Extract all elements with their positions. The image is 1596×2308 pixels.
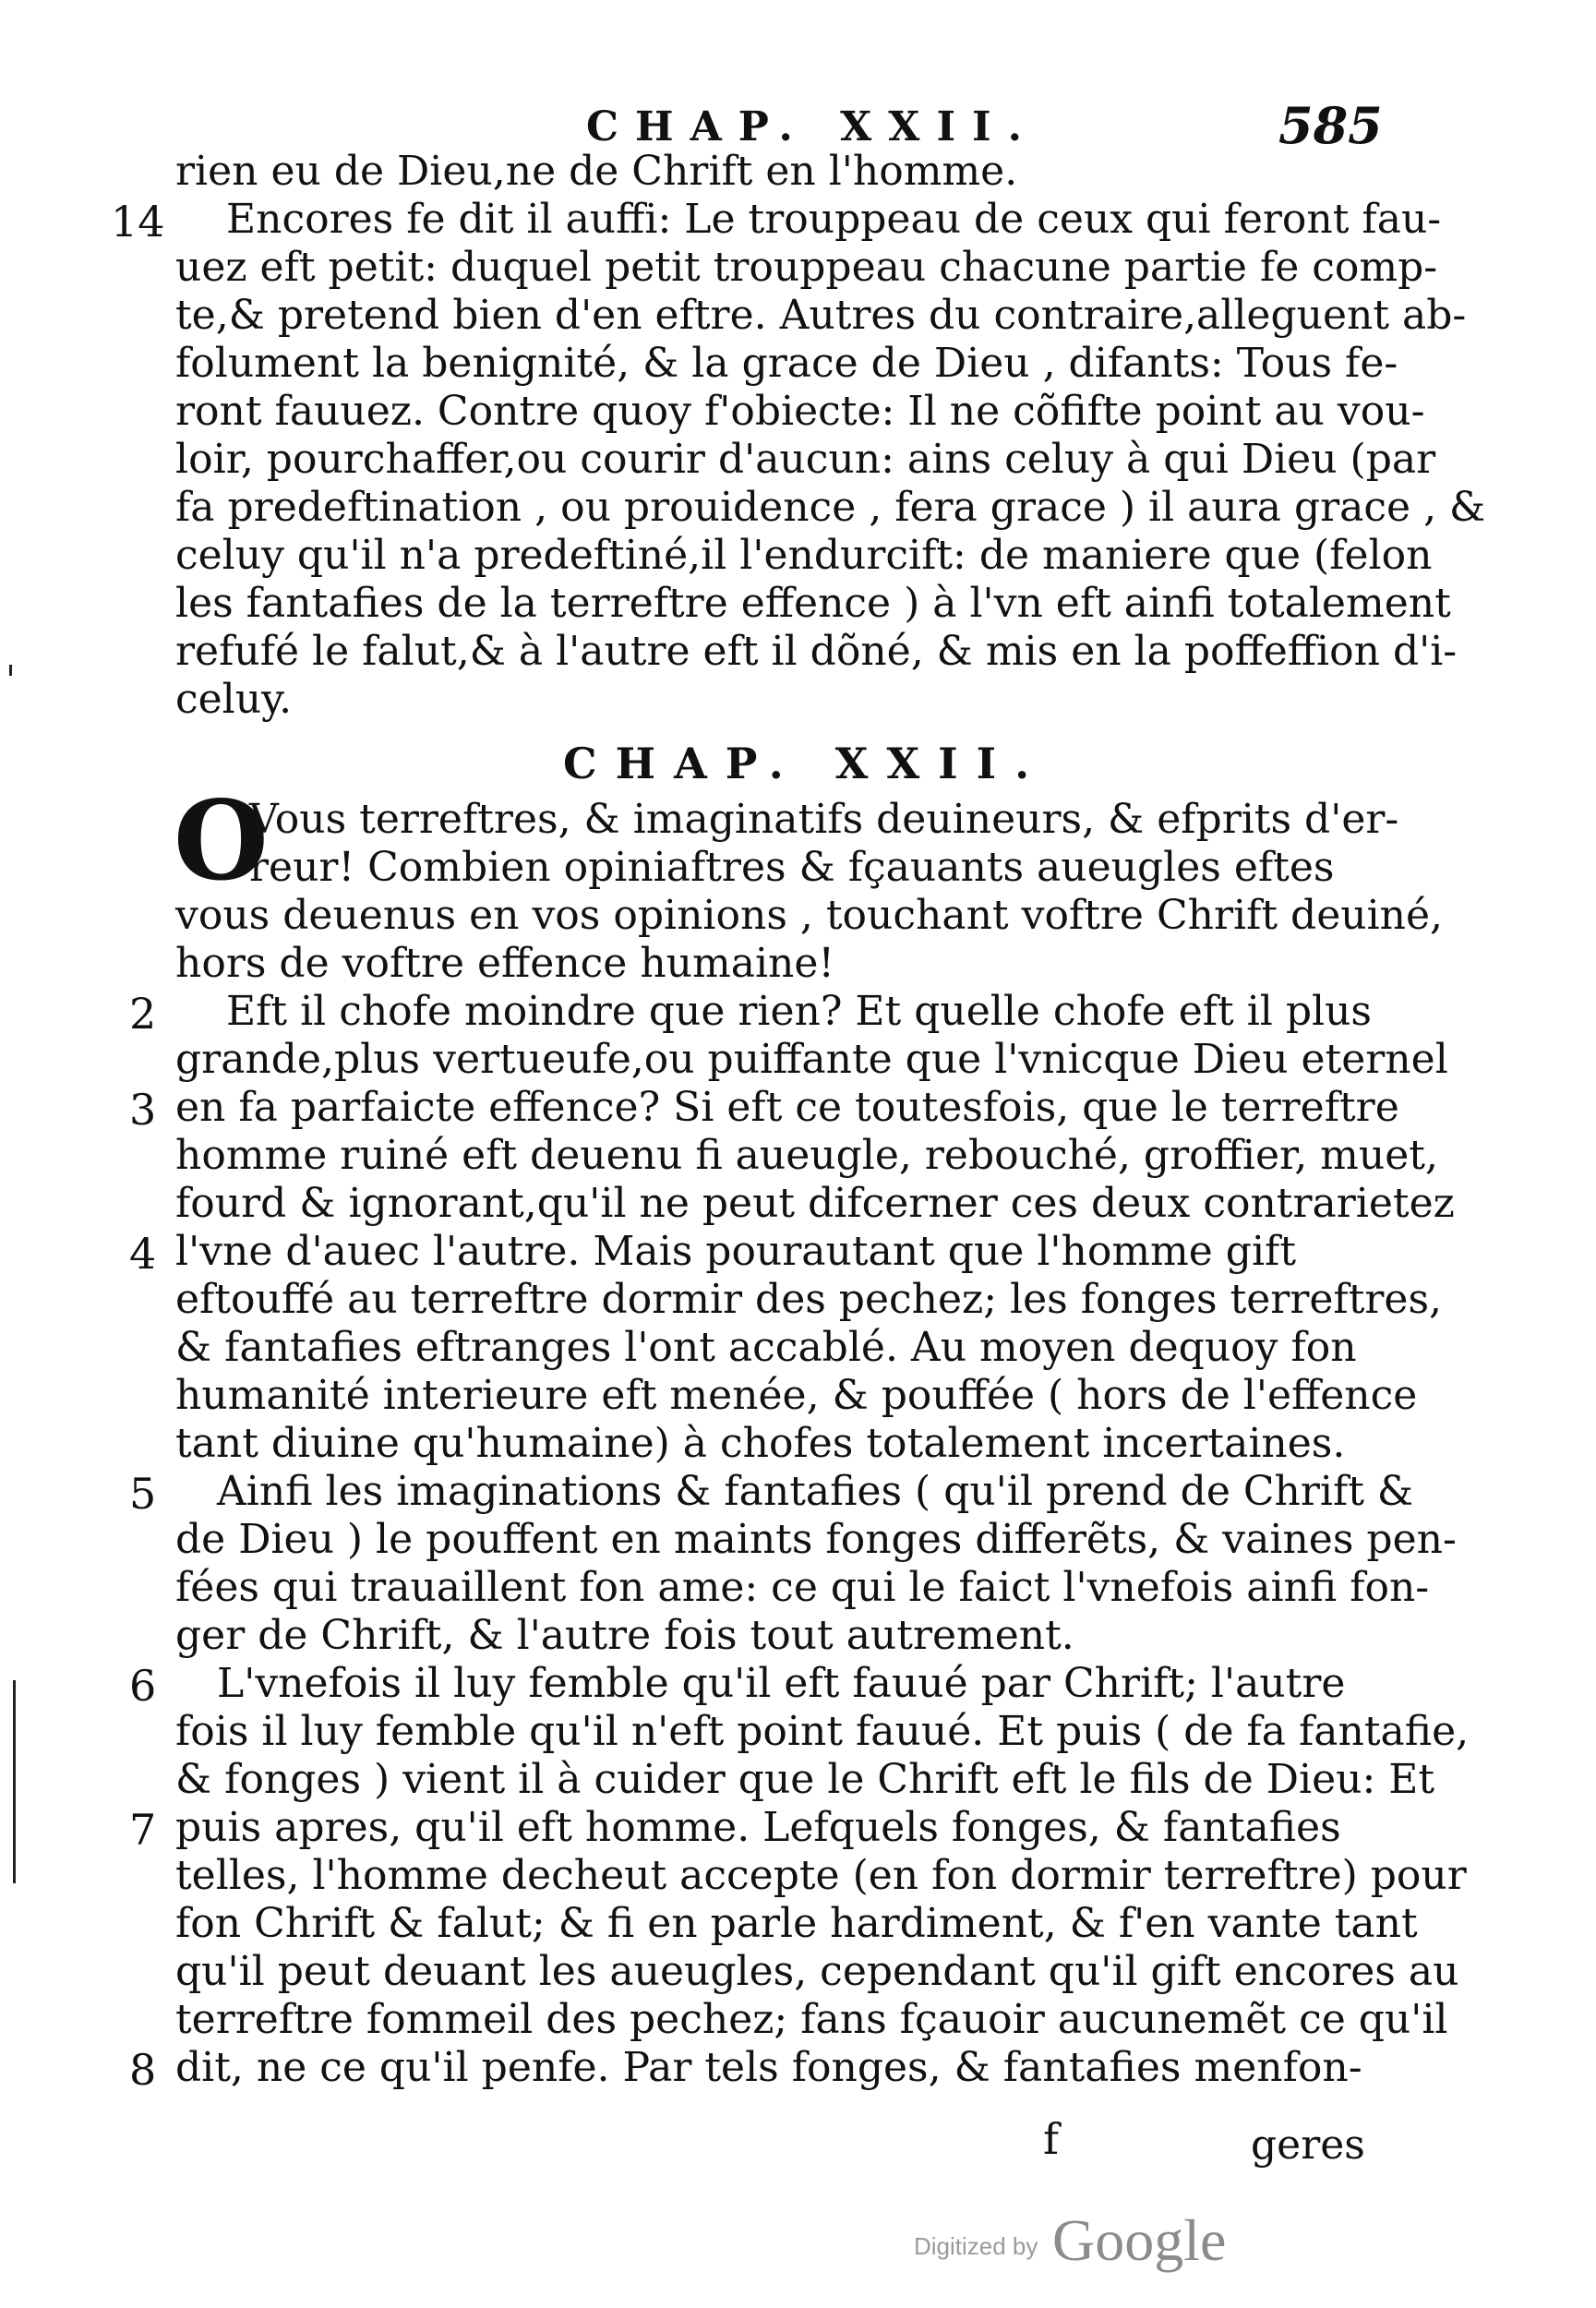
text-line: qu'il peut deuant les aueugles, cependant qu'il gift encores au	[175, 1948, 1459, 1995]
text-line: eftouffé au terreftre dormir des pechez; les fonges terreftres,	[175, 1276, 1443, 1323]
text-line: grande,plus vertueufe,ou puiffante que l'vnicque Dieu eternel	[175, 1036, 1448, 1083]
text-line: & fonges ) vient il à cuider que le Chrift eft le fils de Dieu: Et	[175, 1756, 1435, 1803]
text-line: les fantafies de la terreftre effence ) à l'vn eft ainfi totalement	[175, 580, 1451, 627]
text-line: Vous terreftres, & imaginatifs deuineurs, & efprits d'er-	[249, 796, 1399, 843]
text-line: fa predeftination , ou prouidence , fera grace ) il aura grace , &	[175, 484, 1486, 531]
text-line: celuy qu'il n'a predeftiné,il l'endurcift: de maniere que (felon	[175, 532, 1433, 579]
verse-number: 4	[129, 1229, 157, 1279]
verse-number: 6	[129, 1661, 157, 1711]
google-logo: Google	[1052, 2207, 1227, 2273]
text-line: folument la benignité, & la grace de Dieu , difants: Tous fe-	[175, 340, 1398, 387]
verse-number: 8	[129, 2045, 157, 2095]
drop-cap: O	[174, 776, 269, 905]
text-line: terreftre fommeil des pechez; fans fçauoir aucunemẽt ce qu'il	[175, 1996, 1448, 2043]
verse-number: 3	[129, 1085, 157, 1135]
digitized-watermark	[914, 2206, 1431, 2271]
text-line: homme ruiné eft deuenu fi aueugle, rebouché, groffier, muet,	[175, 1132, 1438, 1179]
signature-mark: f	[1043, 2114, 1060, 2164]
verse-number: 14	[111, 197, 165, 246]
text-line: humanité interieure eft menée, & pouffée ( hors de l'effence	[175, 1372, 1418, 1419]
text-line: rien eu de Dieu,ne de Chrift en l'homme.	[175, 148, 1018, 195]
text-line: puis apres, qu'il eft homme. Lefquels fonges, & fantafies	[175, 1804, 1341, 1851]
text-line: uez eft petit: duquel petit trouppeau chacune partie fe comp-	[175, 244, 1438, 291]
verse-number: 2	[129, 989, 157, 1039]
text-line: loir, pourchaffer,ou courir d'aucun: ains celuy à qui Dieu (par	[175, 436, 1436, 483]
text-line: fourd & ignorant,qu'il ne peut difcerner ces deux contrarietez	[175, 1180, 1455, 1227]
text-line: L'vnefois il luy femble qu'il eft fauué par Chrift; l'autre	[217, 1660, 1346, 1707]
verse-number: 5	[129, 1469, 157, 1519]
text-line: en fa parfaicte effence? Si eft ce toutesfois, que le terreftre	[175, 1084, 1399, 1131]
text-line: hors de voftre effence humaine!	[175, 940, 835, 987]
text-line: vous deuenus en vos opinions , touchant voftre Chrift deuiné,	[175, 892, 1444, 939]
text-line: ger de Chrift, & l'autre fois tout autrement.	[175, 1612, 1074, 1659]
catchword: geres	[1251, 2122, 1365, 2169]
text-line: & fantafies eftranges l'ont accablé. Au moyen dequoy fon	[175, 1324, 1357, 1371]
scan-speck	[9, 665, 12, 676]
text-line: Eft il chofe moindre que rien? Et quelle chofe eft il plus	[226, 988, 1372, 1035]
text-line: fois il luy femble qu'il n'eft point fauué. Et puis ( de fa fantafie,	[175, 1708, 1470, 1755]
verse-number: 7	[129, 1805, 157, 1855]
text-line: refufé le falut,& à l'autre eft il dõné, & mis en la poffeffion d'i-	[175, 628, 1458, 675]
text-line: celuy.	[175, 676, 293, 723]
text-line: te,& pretend bien d'en eftre. Autres du contraire,alleguent ab-	[175, 292, 1467, 339]
text-line: telles, l'homme decheut accepte (en fon dormir terreftre) pour	[175, 1852, 1467, 1899]
text-line: fées qui trauaillent fon ame: ce qui le faict l'vnefois ainfi fon-	[175, 1564, 1430, 1611]
running-head: CHAP. XXII.	[586, 103, 1038, 150]
text-line: fon Chrift & falut; & fi en parle hardiment, & f'en vante tant	[175, 1900, 1418, 1947]
text-line: Encores fe dit il auffi: Le trouppeau de ceux qui feront fau-	[226, 196, 1442, 243]
text-line: reur! Combien opiniaftres & fçauants aueugles eftes	[249, 844, 1335, 891]
text-line: tant diuine qu'humaine) à chofes totalement incertaines.	[175, 1420, 1346, 1467]
page-number: 585	[1278, 96, 1383, 155]
scan-edge-mark	[13, 1680, 16, 1883]
chapter-heading: CHAP. XXII.	[563, 739, 1049, 788]
text-line: ront fauuez. Contre quoy f'obiecte: Il ne cõfifte point au vou-	[175, 388, 1425, 435]
text-line: l'vne d'auec l'autre. Mais pourautant que l'homme gift	[175, 1228, 1296, 1275]
digitized-by-text: Digitized by	[914, 2232, 1038, 2260]
text-line: dit, ne ce qu'il penfe. Par tels fonges, & fantafies menfon-	[175, 2044, 1362, 2091]
text-line: de Dieu ) le pouffent en maints fonges differẽts, & vaines pen-	[175, 1516, 1457, 1563]
text-line: Ainfi les imaginations & fantafies ( qu'il prend de Chrift &	[217, 1468, 1414, 1515]
